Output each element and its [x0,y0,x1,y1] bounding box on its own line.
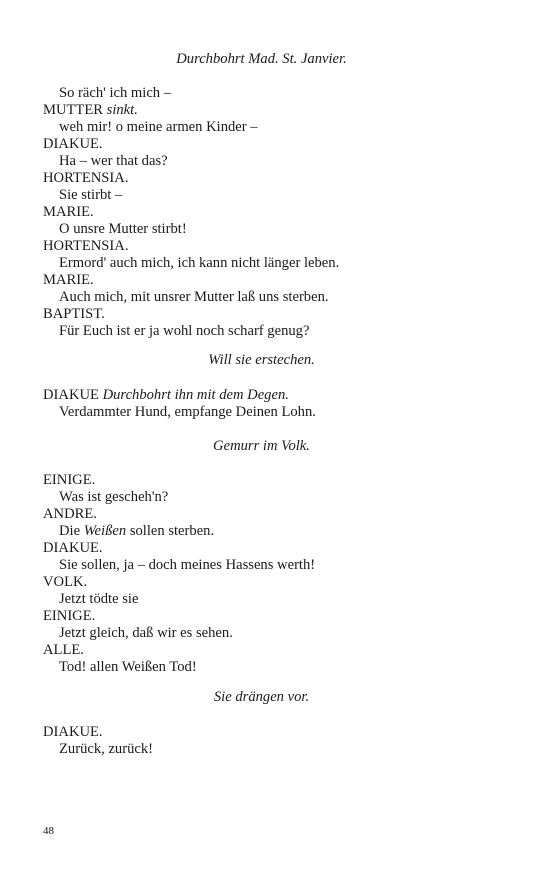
verse-line: Ha – wer that das? [59,153,168,169]
speaker-name: MARIE. [43,272,94,288]
speaker-line [43,102,138,119]
speaker-name: ANDRE. [43,506,97,522]
speaker-line [43,387,289,404]
speaker-name: EINIGE. [43,608,96,624]
verse-line: Was ist gescheh'n? [59,489,169,505]
speaker-line [43,608,95,625]
stage-direction: Durchbohrt Mad. St. Janvier. [176,51,347,67]
verse-line: Auch mich, mit unsrer Mutter laß uns sterben. [59,289,329,305]
verse-line: weh mir! o meine armen Kinder – [59,119,258,135]
verse-line: Sie sollen, ja – doch meines Hassens werth! [59,557,316,573]
verse-line: Verdammter Hund, empfange Deinen Lohn. [59,404,316,420]
verse-line: O unsre Mutter stirbt! [59,221,187,237]
verse-text: Die [59,523,81,539]
speaker-name: MUTTER [43,102,103,118]
speaker-name: HORTENSIA. [43,170,129,186]
stage-direction: Gemurr im Volk. [213,438,310,454]
emphasized-word: Weißen [83,523,127,539]
verse-line: Jetzt gleich, daß wir es sehen. [59,625,233,641]
speaker-name: ALLE. [43,642,84,658]
speaker-line [43,724,103,741]
verse-text: sollen sterben. [129,523,215,539]
verse-line: Zurück, zurück! [59,741,154,757]
verse-line: Jetzt tödte sie [59,591,139,607]
verse-line: Tod! allen Weißen Tod! [59,659,197,675]
speaker-line [43,574,87,591]
inline-stage-direction: Durchbohrt ihn mit dem Degen. [102,387,289,403]
stage-direction: Will sie erstechen. [208,352,315,368]
speaker-name: DIAKUE. [43,136,103,152]
speaker-name: DIAKUE. [43,540,103,556]
speaker-line [43,540,103,557]
speaker-line [43,472,95,489]
speaker-name: VOLK. [43,574,88,590]
speaker-name: MARIE. [43,204,94,220]
speaker-line [43,170,128,187]
speaker-line [43,506,97,523]
verse-line: Für Euch ist er ja wohl noch scharf genug? [59,323,310,339]
speaker-name: HORTENSIA. [43,238,129,254]
page-number: 48 [43,825,54,837]
speaker-line [43,204,94,221]
verse-line: Sie stirbt – [59,187,123,203]
speaker-line [43,238,128,255]
speaker-line [43,136,103,153]
speaker-line [43,642,84,659]
verse-line: Ermord' auch mich, ich kann nicht länger leben. [59,255,340,271]
verse-line [59,523,214,540]
inline-stage-direction: sinkt. [106,102,138,118]
speaker-line [43,306,105,323]
speaker-name: DIAKUE [43,387,99,403]
speaker-name: DIAKUE. [43,724,103,740]
stage-direction: Sie drängen vor. [213,689,310,705]
speaker-name: BAPTIST. [43,306,105,322]
verse-line: So räch' ich mich – [59,85,172,101]
speaker-line [43,272,94,289]
speaker-name: EINIGE. [43,472,96,488]
